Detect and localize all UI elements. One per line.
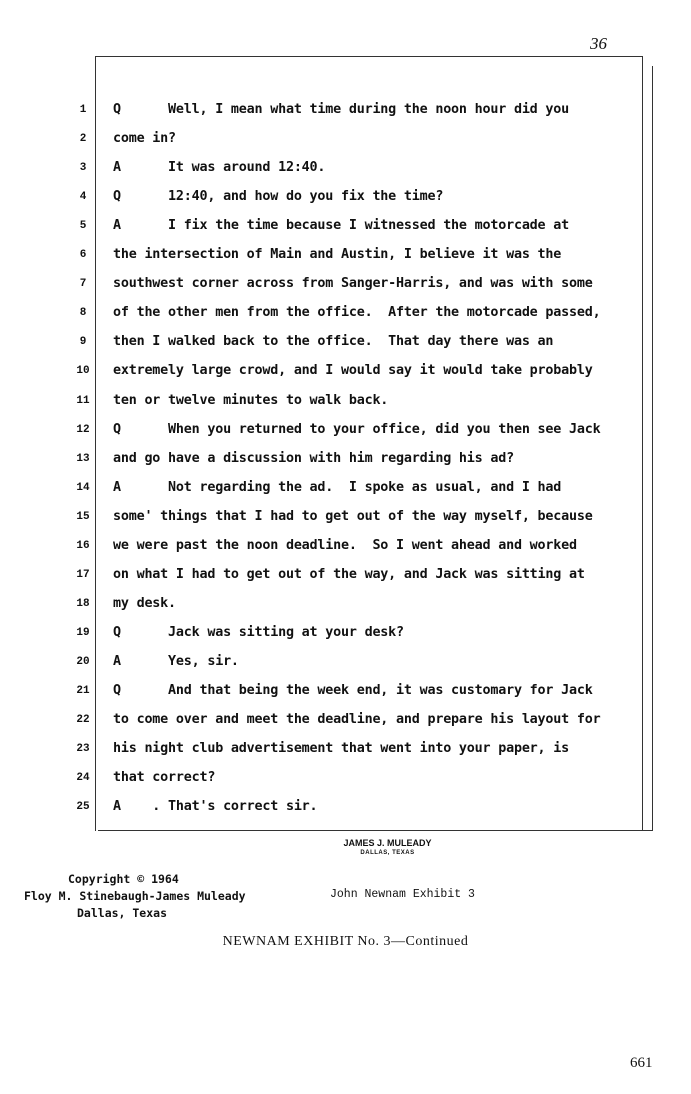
line-number: 4 <box>79 191 87 204</box>
page-number-bottom: 661 <box>630 1055 653 1071</box>
line-number: 18 <box>76 597 90 610</box>
line-number: 21 <box>76 685 90 697</box>
transcript-line: his night club advertisement that went into your paper, is <box>113 741 569 757</box>
transcript-line: Q When you returned to your office, did you then see Jack <box>113 421 601 437</box>
transcript-line: then I walked back to the office. That day there was an <box>113 334 554 350</box>
frame-right-rule <box>652 66 653 830</box>
line-number: 9 <box>79 336 87 349</box>
line-number: 13 <box>76 452 90 465</box>
line-number: 10 <box>76 365 90 378</box>
line-number: 24 <box>76 772 90 785</box>
reporter-city: DALLAS, TEXAS <box>360 850 415 856</box>
line-number: 15 <box>76 510 90 523</box>
line-number: 19 <box>76 626 90 639</box>
line-number: 1 <box>79 104 87 116</box>
transcript-line: some' things that I had to get out of the way myself, because <box>113 508 593 524</box>
transcript-line: we were past the noon deadline. So I went ahead and worked <box>113 537 577 553</box>
copyright-place: Dallas, Texas <box>77 906 168 920</box>
line-number: 5 <box>79 220 87 233</box>
line-number: 25 <box>76 801 90 814</box>
line-number: 20 <box>76 655 90 668</box>
line-number: 16 <box>76 539 90 552</box>
transcript-line: my desk. <box>113 595 176 611</box>
transcript-line: Q Jack was sitting at your desk? <box>113 624 404 640</box>
transcript-line: extremely large crowd, and I would say it would take probably <box>113 363 593 379</box>
exhibit-label: John Newnam Exhibit 3 <box>330 888 475 901</box>
line-number: 7 <box>79 278 87 291</box>
line-number: 3 <box>79 162 87 175</box>
transcript-line: ten or twelve minutes to walk back. <box>113 392 389 408</box>
line-number: 12 <box>76 423 90 436</box>
transcript-line: of the other men from the office. After the motorcade passed, <box>113 305 601 321</box>
line-number: 8 <box>79 307 87 320</box>
line-number: 11 <box>76 394 90 407</box>
transcript-line: Q And that being the week end, it was customary for Jack <box>113 683 593 698</box>
frame-bottom-rule <box>98 830 653 831</box>
line-number: 23 <box>76 743 90 756</box>
line-number: 17 <box>76 568 90 581</box>
copyright-line: Copyright © 1964 <box>68 872 179 886</box>
transcript-line: southwest corner across from Sanger-Harris, and was with some <box>113 276 593 292</box>
transcript-line: the intersection of Main and Austin, I believe it was the <box>113 247 562 263</box>
transcript-line: that correct? <box>113 770 216 786</box>
copyright-holders: Floy M. Stinebaugh-James Muleady <box>24 889 246 903</box>
line-number: 2 <box>79 133 87 146</box>
line-number: 14 <box>76 481 90 494</box>
transcript-line: A Yes, sir. <box>113 653 239 669</box>
transcript-line: A I fix the time because I witnessed the motorcade at <box>113 218 569 234</box>
transcript-line: A Not regarding the ad. I spoke as usual, and I had <box>113 479 562 495</box>
transcript-line: A . That's correct sir. <box>113 799 318 815</box>
line-number: 6 <box>79 249 87 262</box>
transcript-line: come in? <box>113 131 176 147</box>
transcript-line: Q Well, I mean what time during the noon hour did you <box>113 102 569 117</box>
page-number-top: 36 <box>590 34 607 53</box>
exhibit-caption: NEWNAM EXHIBIT No. 3—Continued <box>222 934 469 949</box>
reporter-name: JAMES J. MULEADY <box>343 838 432 848</box>
transcript-line: and go have a discussion with him regarding his ad? <box>113 450 514 466</box>
line-number: 22 <box>76 714 90 727</box>
transcript-line: A It was around 12:40. <box>113 160 326 176</box>
transcript-line: to come over and meet the deadline, and prepare his layout for <box>113 712 601 728</box>
transcript-line: on what I had to get out of the way, and Jack was sitting at <box>113 566 585 582</box>
transcript-line: Q 12:40, and how do you fix the time? <box>113 189 444 205</box>
